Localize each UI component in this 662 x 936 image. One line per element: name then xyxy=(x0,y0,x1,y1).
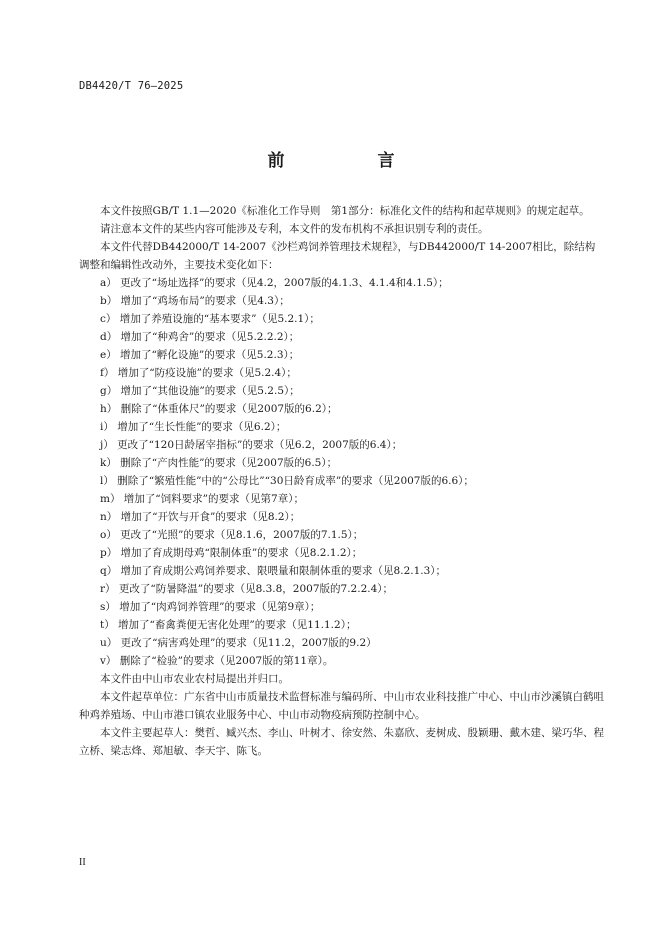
paragraph-drafting-units: 本文件起草单位：广东省中山市质量技术监督标准与编码所、中山市农业科技推广中心、中山市沙溪镇白鹤咀种鸡养殖场、中山市港口镇农业服务中心、中山市动物疫病预防控制中心。 xyxy=(79,691,604,721)
list-item: o） 更改了“光照”的要求（见8.1.6，2007版的7.1.5）； xyxy=(100,529,364,541)
list-item: k） 删除了“产肉性能”的要求（见2007版的6.5）； xyxy=(100,457,338,469)
list-item: u） 更改了“病害鸡处理”的要求（见11.2，2007版的9.2） xyxy=(100,637,377,649)
document-code: DB4420/T 76—2025 xyxy=(79,80,184,92)
list-item: m） 增加了“饲料要求”的要求（见第7章）； xyxy=(100,493,304,505)
document-body xyxy=(79,202,605,760)
list-item: j） 更改了“120日龄屠宰指标”的要求（见6.2，2007版的6.4）； xyxy=(100,439,403,451)
list-item: q） 增加了育成期公鸡饲养要求、限喂量和限制体重的要求（见8.2.1.3）； xyxy=(100,565,447,577)
list-item: v） 删除了“检验”的要求（见2007版的第11章）。 xyxy=(100,655,334,667)
list-item: a） 更改了“场址选择”的要求（见4.2，2007版的4.1.3、4.1.4和4.1.5）； xyxy=(100,277,449,289)
paragraph-drafting-basis: 本文件按照GB/T 1.1—2020《标准化工作导则 第1部分：标准化文件的结构和起草规则》的规定起草。 xyxy=(100,205,590,217)
page-number: II xyxy=(79,857,86,868)
paragraph-proposing-body: 本文件由中山市农业农村局提出并归口。 xyxy=(100,673,289,685)
list-item: f） 增加了“防疫设施”的要求（见5.2.4）； xyxy=(100,367,297,379)
paragraph-replacement: 本文件代替DB442000/T 14-2007《沙栏鸡饲养管理技术规程》，与DB442000/T 14-2007相比，除结构调整和编辑性改动外，主要技术变化如下： xyxy=(79,241,596,271)
paragraph-drafters: 本文件主要起草人：樊哲、臧兴杰、李山、叶树才、徐安然、朱嘉欣、麦树成、殷颖珊、戴木建、梁巧华、程立桥、梁志烽、郑旭敏、李天宇、陈飞。 xyxy=(79,727,604,757)
list-item: b） 增加了“鸡场布局”的要求（见4.3）； xyxy=(100,295,290,307)
paragraph-patent-notice: 请注意本文件的某些内容可能涉及专利，本文件的发布机构不承担识别专利的责任。 xyxy=(100,223,489,235)
changes-list xyxy=(79,274,605,670)
list-item: h） 删除了“体重体尺”的要求（见2007版的6.2）； xyxy=(100,403,338,415)
list-item: l） 删除了“繁殖性能”中的“公母比”“30日龄育成率”的要求（见2007版的6.6）； xyxy=(100,475,474,487)
list-item: c） 增加了养殖设施的“基本要求”（见5.2.1）； xyxy=(100,313,320,325)
list-item: p） 增加了育成期母鸡“限制体重”的要求（见8.2.1.2）； xyxy=(100,547,363,559)
page-title: 前 言 xyxy=(267,151,433,171)
list-item: n） 增加了“开饮与开食”的要求（见8.2）； xyxy=(100,511,301,523)
list-item: i） 增加了“生长性能”的要求（见6.2）； xyxy=(100,421,287,433)
list-item: g） 增加了“其他设施”的要求（见5.2.5）； xyxy=(100,385,300,397)
list-item: t） 增加了“畜禽粪便无害化处理”的要求（见11.1.2）； xyxy=(100,619,357,631)
list-item: e） 增加了“孵化设施”的要求（见5.2.3）； xyxy=(100,349,300,361)
list-item: d） 增加了“种鸡舍”的要求（见5.2.2.2）； xyxy=(100,331,300,343)
list-item: r） 更改了“防暑降温”的要求（见8.3.8，2007版的7.2.2.4）； xyxy=(100,583,394,595)
list-item: s） 增加了“肉鸡饲养管理”的要求（见第9章）； xyxy=(100,601,321,613)
